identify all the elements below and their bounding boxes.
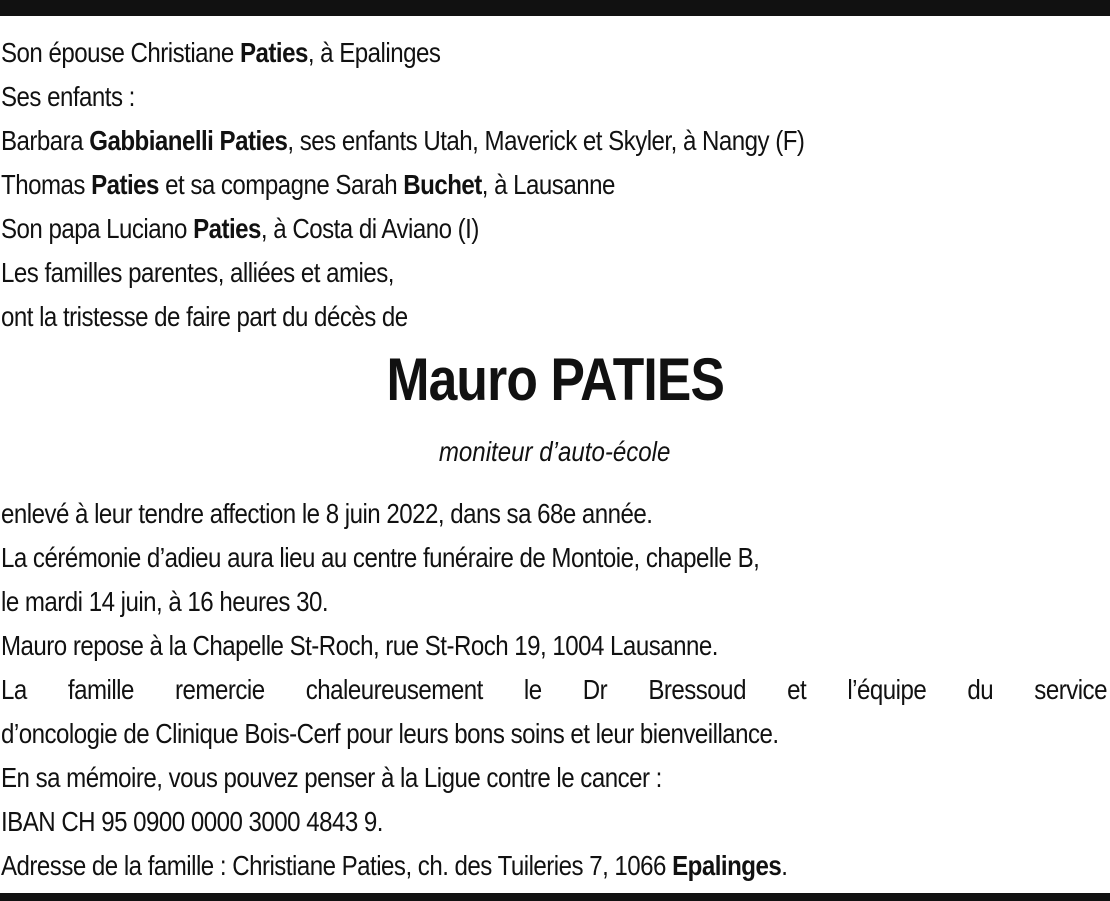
- family-line-child-barbara: Barbara Gabbianelli Paties, ses enfants Utah, Maverick et Skyler, à Nangy (F): [1, 125, 805, 156]
- detail-line-thanks: [1, 668, 1107, 712]
- details-section: [1, 492, 1107, 888]
- thanks-word: famille: [67, 674, 134, 705]
- detail-line-death: enlevé à leur tendre affection le 8 juin 2022, dans sa 68e année.: [1, 498, 653, 529]
- detail-line-memory: En sa mémoire, vous pouvez penser à la Ligue contre le cancer :: [1, 762, 662, 793]
- family-line-announcement: ont la tristesse de faire part du décès de: [1, 301, 408, 332]
- family-line-child-thomas: Thomas Paties et sa compagne Sarah Buchet, à Lausanne: [1, 169, 615, 200]
- detail-line-address: Adresse de la famille : Christiane Paties, ch. des Tuileries 7, 1066 Epalinges.: [1, 850, 788, 881]
- family-line-spouse: Son épouse Christiane Paties, à Epalinges: [1, 37, 441, 68]
- thanks-word: du: [967, 674, 994, 705]
- family-section: [1, 31, 1107, 339]
- thanks-word: chaleureusement: [305, 674, 483, 705]
- deceased-name: Mauro PATIES: [386, 346, 724, 413]
- thanks-word: le: [523, 674, 542, 705]
- family-line-relatives: Les familles parentes, alliées et amies,: [1, 257, 394, 288]
- detail-line-iban: IBAN CH 95 0900 0000 3000 4843 9.: [1, 806, 383, 837]
- family-line-father: Son papa Luciano Paties, à Costa di Aviano (I): [1, 213, 479, 244]
- detail-line-thanks-continued: d’oncologie de Clinique Bois-Cerf pour leurs bons soins et leur bienveillance.: [1, 718, 779, 749]
- detail-line-ceremony-time: le mardi 14 juin, à 16 heures 30.: [1, 586, 329, 617]
- detail-line-resting-place: Mauro repose à la Chapelle St-Roch, rue St-Roch 19, 1004 Lausanne.: [1, 630, 718, 661]
- top-rule: [0, 0, 1110, 16]
- thanks-word: Dr: [582, 674, 608, 705]
- thanks-word: l’équipe: [847, 674, 927, 705]
- deceased-profession: moniteur d’auto-école: [439, 436, 671, 467]
- family-line-children-heading: Ses enfants :: [1, 81, 135, 112]
- thanks-word: Bressoud: [648, 674, 746, 705]
- thanks-word: service: [1034, 674, 1107, 705]
- detail-line-ceremony: La cérémonie d’adieu aura lieu au centre funéraire de Montoie, chapelle B,: [1, 542, 760, 573]
- thanks-word: remercie: [175, 674, 265, 705]
- thanks-word: La: [1, 674, 27, 705]
- bottom-rule: [0, 893, 1110, 901]
- thanks-word: et: [787, 674, 807, 705]
